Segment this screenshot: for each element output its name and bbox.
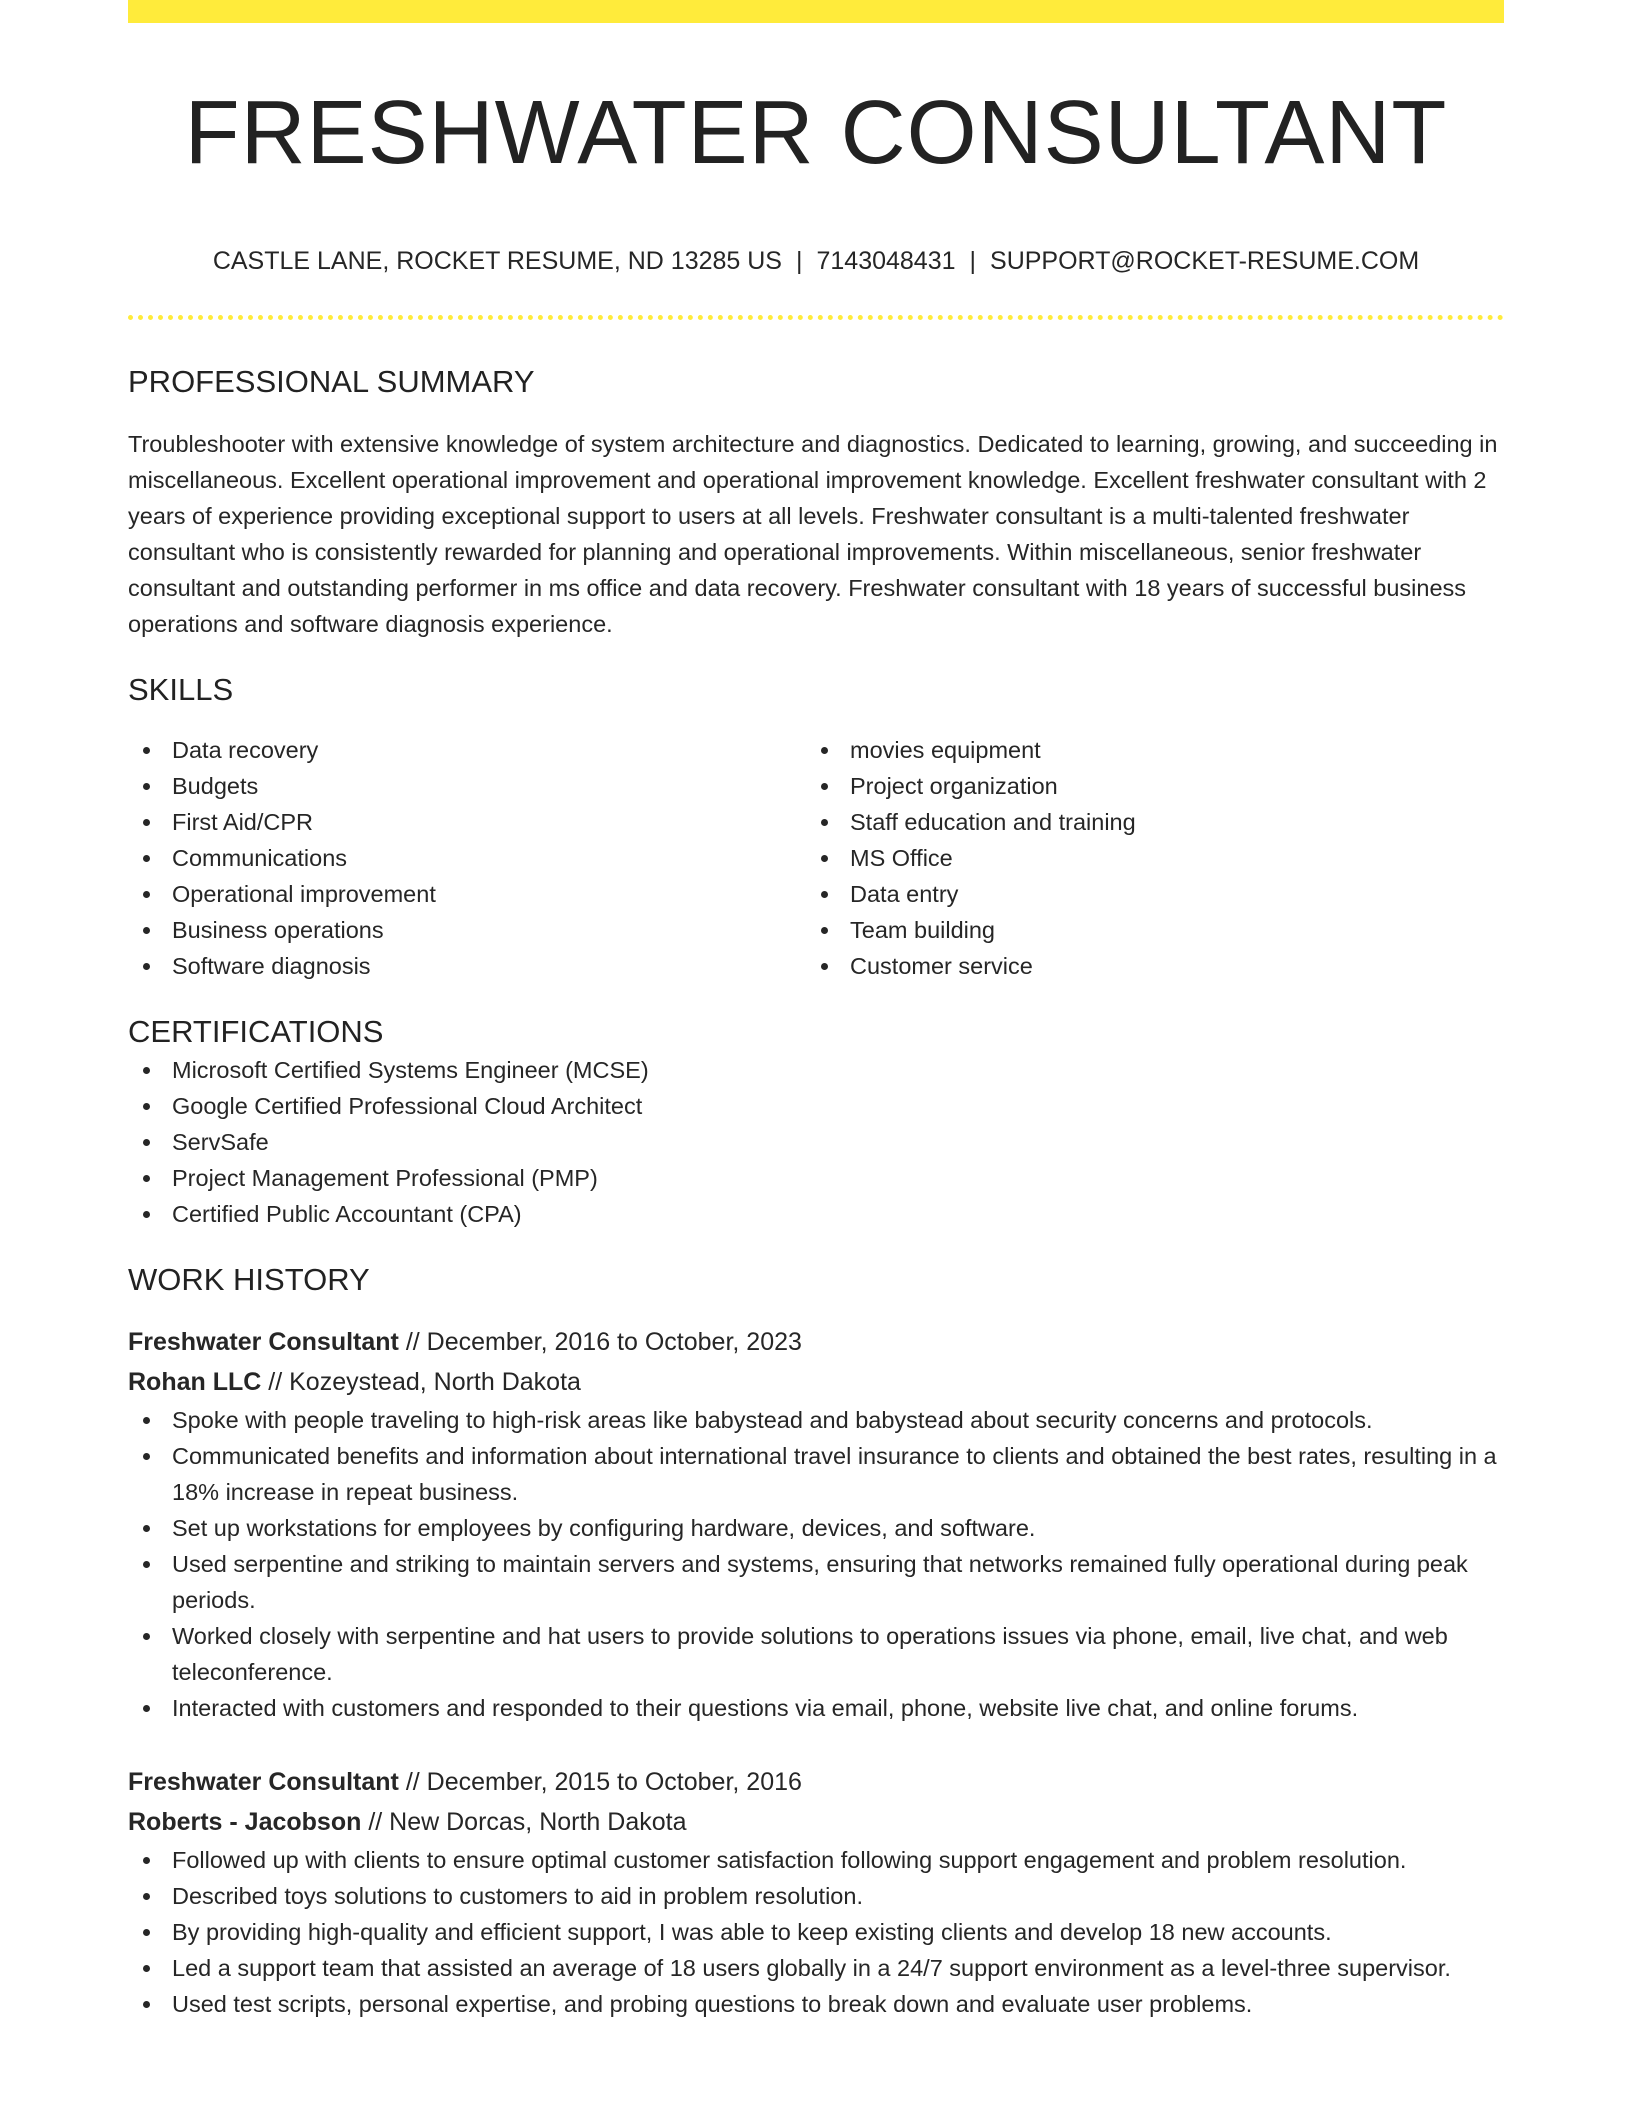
contact-phone: 7143048431 — [816, 247, 956, 275]
bullet-icon — [143, 1705, 150, 1712]
list-item — [806, 876, 1484, 912]
bullet-icon — [143, 1857, 150, 1864]
job-bullet-text: Led a support team that assisted an average of 18 users globally in a 24/7 support environment as a level-three supervisor. — [172, 1955, 1451, 1981]
section-title: CERTIFICATIONS — [128, 1014, 384, 1049]
dotted-divider — [128, 315, 1504, 320]
skill-label: movies equipment — [850, 737, 1041, 763]
summary-text: Troubleshooter with extensive knowledge of system architecture and diagnostics. Dedicated to learning, growing, and succeeding in miscellaneous. Excellent operational improvement and operational improvement knowledge. Excellent freshwater consultant with 2 years of experience providing exceptional support to users at all levels. Freshwater consultant is a multi-talented freshwater consultant who is consistently rewarded for planning and operational improvements. Within miscellaneous, senior freshwater consultant and outstanding performer in ms office and data recovery. Freshwater consultant with 18 years of successful business operations and software diagnosis experience. — [128, 431, 1498, 637]
bullet-icon — [143, 1929, 150, 1936]
list-item — [128, 1510, 1504, 1546]
job-bullets — [128, 1842, 1504, 2022]
skill-label: First Aid/CPR — [172, 809, 314, 835]
certifications-section — [128, 1012, 1504, 1232]
skill-label: Data entry — [850, 881, 959, 907]
list-item — [128, 1052, 1504, 1088]
job-location: // New Dorcas, North Dakota — [361, 1808, 687, 1836]
bullet-icon — [143, 1417, 150, 1424]
skill-label: Operational improvement — [172, 881, 436, 907]
contact-address: CASTLE LANE, ROCKET RESUME, ND 13285 US — [212, 247, 782, 275]
resume-page — [128, 0, 1504, 2022]
work-history-section — [128, 1260, 1504, 2022]
job-company-line — [128, 1362, 1504, 1402]
bullet-icon — [143, 927, 150, 934]
list-item — [128, 1402, 1504, 1438]
bullet-icon — [143, 1211, 150, 1218]
list-item — [128, 1088, 1504, 1124]
skill-label: Data recovery — [172, 737, 319, 763]
list-item — [128, 1618, 1504, 1690]
job-dates: // December, 2015 to October, 2016 — [398, 1768, 802, 1796]
bullet-icon — [821, 855, 828, 862]
job-bullet-text: Interacted with customers and responded to their questions via email, phone, website live chat, and online forums. — [172, 1695, 1359, 1721]
list-item — [128, 1878, 1504, 1914]
job-bullet-text: Communicated benefits and information about international travel insurance to clients and obtained the best rates, resulting in a 18% increase in repeat business. — [172, 1443, 1497, 1505]
job-bullet-text: Set up workstations for employees by configuring hardware, devices, and software. — [172, 1515, 1036, 1541]
list-item — [128, 732, 806, 768]
skill-label: Project organization — [850, 773, 1058, 799]
bullet-icon — [143, 963, 150, 970]
certifications-list — [128, 1052, 1504, 1232]
list-item — [128, 912, 806, 948]
job-role: Freshwater Consultant — [128, 1328, 399, 1356]
certification-label: ServSafe — [172, 1129, 269, 1155]
job-company: Roberts - Jacobson — [128, 1808, 362, 1836]
list-item — [128, 1842, 1504, 1878]
bullet-icon — [821, 819, 828, 826]
skills-list — [806, 732, 1484, 984]
bullet-icon — [143, 855, 150, 862]
job-bullet-text: Used test scripts, personal expertise, and probing questions to break down and evaluate user problems. — [172, 1991, 1253, 2017]
list-item — [128, 1950, 1504, 1986]
contact-separator: | — [795, 247, 803, 275]
section-title: SKILLS — [128, 672, 234, 707]
skill-label: Software diagnosis — [172, 953, 371, 979]
list-item — [128, 1690, 1504, 1726]
job-title-line — [128, 1322, 1504, 1362]
skills-column-left — [128, 732, 806, 984]
list-item — [128, 1438, 1504, 1510]
list-item — [806, 732, 1484, 768]
job-company-line — [128, 1802, 1504, 1842]
job-bullet-text: By providing high-quality and efficient support, I was able to keep existing clients and develop 18 new accounts. — [172, 1919, 1332, 1945]
job-company: Rohan LLC — [128, 1368, 262, 1396]
skills-grid — [128, 732, 1504, 984]
contact-separator: | — [969, 247, 977, 275]
job-role: Freshwater Consultant — [128, 1768, 399, 1796]
summary-section — [128, 362, 1504, 642]
job-entry — [128, 1762, 1504, 2022]
bullet-icon — [143, 1175, 150, 1182]
list-item — [806, 840, 1484, 876]
bullet-icon — [143, 1525, 150, 1532]
list-item — [128, 948, 806, 984]
section-title: PROFESSIONAL SUMMARY — [128, 364, 535, 399]
list-item — [128, 1914, 1504, 1950]
bullet-icon — [143, 1103, 150, 1110]
bullet-icon — [143, 747, 150, 754]
bullet-icon — [143, 1067, 150, 1074]
skill-label: MS Office — [850, 845, 953, 871]
job-bullet-text: Used serpentine and striking to maintain servers and systems, ensuring that networks remained fully operational during peak periods. — [172, 1551, 1468, 1613]
list-item — [128, 1546, 1504, 1618]
list-item — [806, 768, 1484, 804]
bullet-icon — [143, 1965, 150, 1972]
bullet-icon — [821, 963, 828, 970]
skill-label: Budgets — [172, 773, 259, 799]
bullet-icon — [821, 927, 828, 934]
job-bullet-text: Followed up with clients to ensure optimal customer satisfaction following support engagement and problem resolution. — [172, 1847, 1407, 1873]
skills-column-right — [806, 732, 1484, 984]
bullet-icon — [143, 2001, 150, 2008]
bullet-icon — [143, 1139, 150, 1146]
bullet-icon — [143, 1633, 150, 1640]
bullet-icon — [821, 891, 828, 898]
bullet-icon — [143, 783, 150, 790]
certification-label: Google Certified Professional Cloud Architect — [172, 1093, 643, 1119]
skill-label: Staff education and training — [850, 809, 1136, 835]
job-title-line — [128, 1762, 1504, 1802]
list-item — [128, 840, 806, 876]
top-accent-bar — [128, 0, 1504, 23]
skill-label: Team building — [850, 917, 996, 943]
bullet-icon — [821, 783, 828, 790]
list-item — [806, 804, 1484, 840]
list-item — [128, 1160, 1504, 1196]
job-entry — [128, 1322, 1504, 1726]
job-location: // Kozeystead, North Dakota — [261, 1368, 581, 1396]
skill-label: Business operations — [172, 917, 384, 943]
job-dates: // December, 2016 to October, 2023 — [398, 1328, 802, 1356]
certification-label: Certified Public Accountant (CPA) — [172, 1201, 522, 1227]
contact-email: SUPPORT@ROCKET-RESUME.COM — [990, 247, 1420, 275]
list-item — [128, 876, 806, 912]
job-bullet-text: Described toys solutions to customers to aid in problem resolution. — [172, 1883, 863, 1909]
certification-label: Project Management Professional (PMP) — [172, 1165, 598, 1191]
list-item — [806, 948, 1484, 984]
bullet-icon — [143, 1893, 150, 1900]
bullet-icon — [143, 819, 150, 826]
list-item — [128, 768, 806, 804]
list-item — [806, 912, 1484, 948]
job-bullets — [128, 1402, 1504, 1726]
bullet-icon — [143, 891, 150, 898]
list-item — [128, 804, 806, 840]
list-item — [128, 1986, 1504, 2022]
section-title: WORK HISTORY — [128, 1262, 370, 1297]
skills-list — [128, 732, 806, 984]
list-item — [128, 1196, 1504, 1232]
skills-section — [128, 670, 1504, 984]
contact-line — [128, 245, 1504, 277]
resume-name: FRESHWATER CONSULTANT — [184, 83, 1448, 183]
job-bullet-text: Worked closely with serpentine and hat users to provide solutions to operations issues via phone, email, live chat, and web teleconference. — [172, 1623, 1448, 1685]
bullet-icon — [821, 747, 828, 754]
skill-label: Communications — [172, 845, 348, 871]
certification-label: Microsoft Certified Systems Engineer (MCSE) — [172, 1057, 649, 1083]
job-bullet-text: Spoke with people traveling to high-risk areas like babystead and babystead about security concerns and protocols. — [172, 1407, 1373, 1433]
bullet-icon — [143, 1561, 150, 1568]
list-item — [128, 1124, 1504, 1160]
skill-label: Customer service — [850, 953, 1033, 979]
bullet-icon — [143, 1453, 150, 1460]
